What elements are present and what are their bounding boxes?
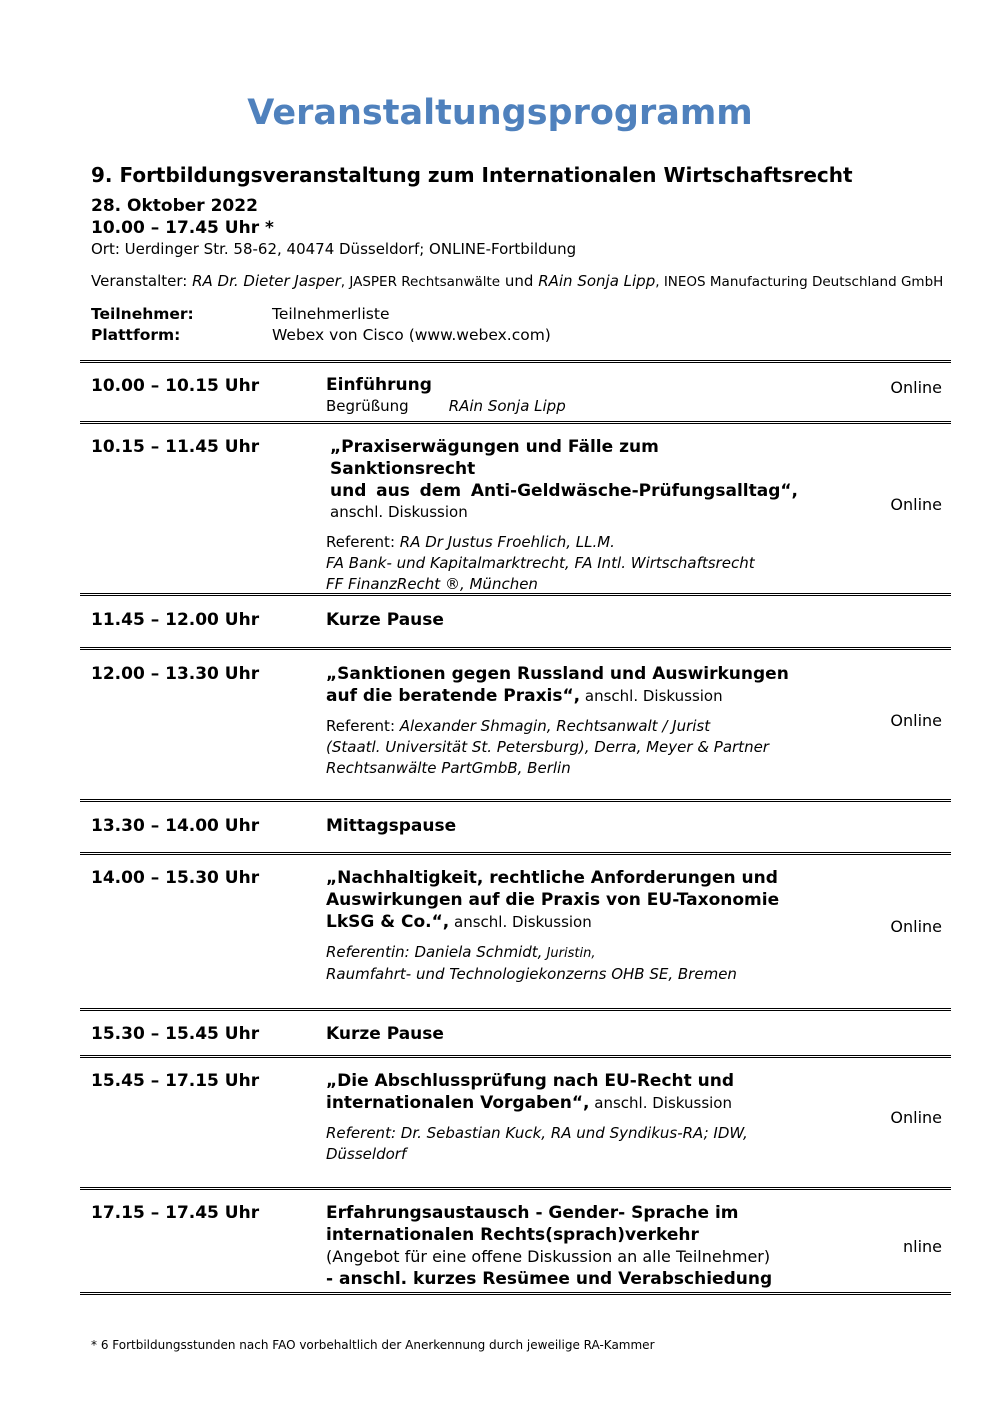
schedule-time: 13.30 – 14.00 Uhr <box>91 816 260 836</box>
session-mode: Online <box>890 495 942 514</box>
session-title-line: „Sanktionen gegen Russland und Auswirkungen <box>326 664 789 684</box>
speaker-detail: Raumfahrt- und Technologiekonzerns OHB SE, Bremen <box>326 965 737 983</box>
schedule-item <box>326 867 826 985</box>
schedule-item <box>326 1023 826 1045</box>
schedule-time: 15.30 – 15.45 Uhr <box>91 1024 260 1044</box>
speaker-line <box>326 942 826 964</box>
schedule-time: 17.15 – 17.45 Uhr <box>91 1203 260 1223</box>
session-title-line: auf die beratende Praxis“, <box>326 686 581 706</box>
divider <box>80 1187 951 1190</box>
organizer-line <box>91 272 943 290</box>
event-location: Ort: Uerdinger Str. 58-62, 40474 Düsseldorf; ONLINE-Fortbildung <box>91 240 577 258</box>
organizer-org-2: , INEOS Manufacturing Deutschland GmbH <box>655 274 944 290</box>
schedule-item <box>326 663 826 779</box>
session-title-line: „Die Abschlussprüfung nach EU-Recht und <box>326 1071 735 1091</box>
schedule-item <box>326 374 826 417</box>
session-title-line: internationalen Vorgaben“, <box>326 1093 590 1113</box>
page-title: Veranstaltungsprogramm <box>247 93 753 133</box>
speaker-line <box>326 532 798 553</box>
organizer-connector: und <box>500 272 539 290</box>
participants-label: Teilnehmer: <box>91 305 194 323</box>
speaker-detail: FF FinanzRecht ®, München <box>326 575 538 593</box>
session-title-line-2 <box>326 685 826 707</box>
session-mode: Online <box>890 1108 942 1127</box>
session-discussion: anschl. Diskussion <box>449 913 592 931</box>
session-title-line: Auswirkungen auf die Praxis von EU-Taxonomie <box>326 890 780 910</box>
session-title: Einführung <box>326 375 432 395</box>
speaker-detail: FA Bank- und Kapitalmarktrecht, FA Intl. Wirtschaftsrecht <box>326 554 755 572</box>
speaker-detail: (Staatl. Universität St. Petersburg), Derra, Meyer & Partner <box>326 738 769 756</box>
speaker-name: Alexander Shmagin, Rechtsanwalt / Jurist <box>399 717 711 735</box>
organizer-person-2: RAin Sonja Lipp <box>538 272 656 290</box>
speaker-role: Juristin, <box>542 946 596 961</box>
organizer-prefix: Veranstalter: <box>91 272 193 290</box>
session-discussion: anschl. Diskussion <box>589 1094 732 1112</box>
divider <box>80 1292 951 1295</box>
speaker-label: Referent: <box>326 717 400 735</box>
divider <box>80 647 951 650</box>
session-title-line: LkSG & Co.“, <box>326 912 450 932</box>
welcome-label: Begrüßung <box>326 397 409 415</box>
footnote: * 6 Fortbildungsstunden nach FAO vorbehaltlich der Anerkennung durch jeweilige RA-Kammer <box>91 1338 655 1352</box>
welcome-speaker: RAin Sonja Lipp <box>448 397 566 415</box>
speaker-detail: Düsseldorf <box>326 1145 407 1163</box>
session-mode: nline <box>902 1237 942 1256</box>
speaker-name: RA Dr Justus Froehlich, LL.M. <box>399 533 615 551</box>
session-note: (Angebot für eine offene Diskussion an alle Teilnehmer) <box>326 1247 771 1266</box>
schedule-time: 12.00 – 13.30 Uhr <box>91 664 260 684</box>
event-subtitle: 9. Fortbildungsveranstaltung zum Internationalen Wirtschaftsrecht <box>91 163 853 187</box>
organizer-person-1: RA Dr. Dieter Jasper <box>192 272 341 290</box>
schedule-item <box>326 815 826 837</box>
speaker-detail: Rechtsanwälte PartGmbB, Berlin <box>326 759 571 777</box>
schedule-time: 10.15 – 11.45 Uhr <box>91 437 260 457</box>
session-title-line: „Nachhaltigkeit, rechtliche Anforderungen und <box>326 868 778 888</box>
session-title-line: Erfahrungsaustausch - Gender- Sprache im <box>326 1203 739 1223</box>
session-mode: Online <box>890 711 942 730</box>
schedule-time: 10.00 – 10.15 Uhr <box>91 376 260 396</box>
session-mode: Online <box>890 917 942 936</box>
session-title-line: und aus dem Anti-Geldwäsche-Prüfungsalltag“, <box>330 481 798 501</box>
session-title: Kurze Pause <box>326 1024 444 1044</box>
schedule-time: 11.45 – 12.00 Uhr <box>91 610 260 630</box>
speaker-name: Referentin: Daniela Schmidt, <box>326 943 543 961</box>
divider <box>80 852 951 855</box>
session-title: Mittagspause <box>326 816 457 836</box>
divider <box>80 799 951 802</box>
welcome-line <box>326 396 826 417</box>
session-title-line: „Praxiserwägungen und Fälle zum Sanktionsrecht <box>330 437 659 479</box>
event-date: 28. Oktober 2022 <box>91 196 258 216</box>
session-title-line: internationalen Rechts(sprach)verkehr <box>326 1225 699 1245</box>
session-discussion: anschl. Diskussion <box>580 687 723 705</box>
platform-label: Plattform: <box>91 326 181 344</box>
schedule-item <box>326 436 798 595</box>
session-title: Kurze Pause <box>326 610 444 630</box>
schedule-item <box>326 609 826 631</box>
divider <box>80 1008 951 1011</box>
schedule-item <box>326 1202 846 1290</box>
divider <box>80 360 951 363</box>
platform-value: Webex von Cisco (www.webex.com) <box>272 326 551 344</box>
speaker-line: Referent: Dr. Sebastian Kuck, RA und Syndikus-RA; IDW, <box>326 1124 748 1142</box>
schedule-time: 15.45 – 17.15 Uhr <box>91 1071 260 1091</box>
session-title-line-2 <box>326 1092 826 1114</box>
speaker-label: Referent: <box>326 533 400 551</box>
session-mode: Online <box>890 378 942 397</box>
schedule-item <box>326 1070 826 1165</box>
session-discussion: anschl. Diskussion <box>330 503 468 521</box>
organizer-org-1: , JASPER Rechtsanwälte <box>340 274 501 290</box>
participants-value: Teilnehmerliste <box>272 305 390 323</box>
divider <box>80 1055 951 1058</box>
session-title-line-3 <box>326 911 826 933</box>
divider <box>80 421 951 424</box>
event-time: 10.00 – 17.45 Uhr * <box>91 218 274 238</box>
schedule-time: 14.00 – 15.30 Uhr <box>91 868 260 888</box>
speaker-line <box>326 716 826 737</box>
session-closing: - anschl. kurzes Resümee und Verabschiedung <box>326 1269 773 1289</box>
